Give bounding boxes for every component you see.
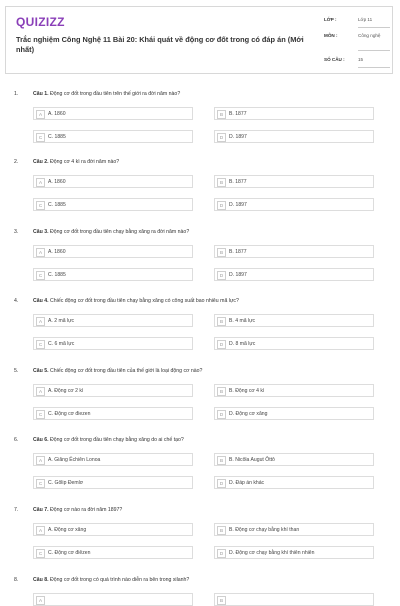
- option-text: A. 1860: [48, 111, 66, 117]
- question-text: [33, 229, 189, 235]
- option-text: C. 1885: [48, 272, 66, 278]
- option-text: A. 1860: [48, 249, 66, 255]
- question-label: Câu 8.: [33, 577, 49, 583]
- question-text: [33, 159, 119, 165]
- question-label: Câu 2.: [33, 159, 49, 165]
- class-label: LỚP :: [324, 17, 337, 22]
- subject-label: MÔN :: [324, 33, 338, 38]
- option-letter-box: A: [36, 248, 45, 257]
- question-label: Câu 1.: [33, 91, 49, 97]
- option-text: B. 1877: [229, 111, 247, 117]
- question-body: Động cơ đốt trong có quá trình nào diễn ra bên trong xilanh?: [50, 577, 190, 583]
- option-letter-box: D: [217, 479, 226, 488]
- answer-option-a[interactable]: [33, 245, 193, 258]
- answer-option-a[interactable]: [33, 107, 193, 120]
- option-letter-box: D: [217, 271, 226, 280]
- answer-option-d[interactable]: [214, 407, 374, 420]
- answer-option-c[interactable]: [33, 546, 193, 559]
- option-text: D. Động cơ chạy bằng khí thiên nhiên: [229, 550, 315, 556]
- option-letter-box: D: [217, 133, 226, 142]
- answer-option-d[interactable]: [214, 337, 374, 350]
- option-text: C. 1885: [48, 202, 66, 208]
- question-body: Động cơ đốt trong đầu tiên trên thế giới ra đời năm nào?: [50, 91, 181, 97]
- answer-option-c[interactable]: [33, 130, 193, 143]
- option-letter-box: B: [217, 110, 226, 119]
- option-letter-box: B: [217, 526, 226, 535]
- option-letter-box: A: [36, 526, 45, 535]
- question-number: 6.: [14, 437, 19, 443]
- question-body: Động cơ đốt trong đầu tiên chạy bằng xăng ra đời năm nào?: [50, 229, 190, 235]
- answer-option-d[interactable]: [214, 476, 374, 489]
- question-text: [33, 507, 122, 513]
- question-body: Chiếc động cơ đốt trong đầu tiên chạy bằng xăng có công suất bao nhiêu mã lực?: [50, 298, 239, 304]
- subject-value: Công nghệ: [358, 33, 381, 38]
- answer-option-c[interactable]: [33, 198, 193, 211]
- answer-option-b[interactable]: [214, 314, 374, 327]
- option-text: C. Động cơ điêzen: [48, 550, 91, 556]
- question-text: [33, 298, 239, 304]
- option-text: C. 6 mã lực: [48, 341, 75, 347]
- option-text: A. Động cơ 2 kì: [48, 388, 84, 394]
- answer-option-b[interactable]: [214, 245, 374, 258]
- option-letter-box: C: [36, 549, 45, 558]
- option-letter-box: A: [36, 596, 45, 605]
- answer-option-c[interactable]: [33, 337, 193, 350]
- question-number: 7.: [14, 507, 19, 513]
- option-letter-box: B: [217, 178, 226, 187]
- option-letter-box: D: [217, 340, 226, 349]
- option-letter-box: D: [217, 201, 226, 210]
- option-text: A. 1860: [48, 179, 66, 185]
- option-letter-box: D: [217, 410, 226, 419]
- option-text: A. Giăng Êchiên Lonoa: [48, 457, 101, 463]
- option-text: C. 1885: [48, 134, 66, 140]
- option-text: D. 8 mã lực: [229, 341, 256, 347]
- option-text: B. Nicôla Augut Ôttô: [229, 457, 275, 463]
- option-letter-box: C: [36, 201, 45, 210]
- option-letter-box: D: [217, 549, 226, 558]
- option-letter-box: A: [36, 317, 45, 326]
- answer-option-b[interactable]: [214, 523, 374, 536]
- option-letter-box: A: [36, 387, 45, 396]
- answer-option-c[interactable]: [33, 268, 193, 281]
- question-text: [33, 91, 180, 97]
- option-letter-box: B: [217, 248, 226, 257]
- option-text: A. 2 mã lực: [48, 318, 75, 324]
- question-number: 8.: [14, 577, 19, 583]
- option-text: B. Động cơ chạy bằng khí than: [229, 527, 300, 533]
- option-text: B. 1877: [229, 179, 247, 185]
- question-number: 3.: [14, 229, 19, 235]
- answer-option-a[interactable]: [33, 314, 193, 327]
- option-text: B. 1877: [229, 249, 247, 255]
- question-label: Câu 6.: [33, 437, 49, 443]
- answer-option-a[interactable]: [33, 384, 193, 397]
- answer-option-b[interactable]: [214, 593, 374, 606]
- option-letter-box: B: [217, 456, 226, 465]
- option-text: D. 1897: [229, 272, 247, 278]
- question-number: 4.: [14, 298, 19, 304]
- option-text: A. Động cơ xăng: [48, 527, 87, 533]
- option-text: C. Động cơ điezen: [48, 411, 91, 417]
- option-text: D. Động cơ xăng: [229, 411, 268, 417]
- option-text: C. Gôlip Đemlơ: [48, 480, 84, 486]
- answer-option-b[interactable]: [214, 384, 374, 397]
- question-number: 2.: [14, 159, 19, 165]
- option-text: B. 4 mã lực: [229, 318, 256, 324]
- option-letter-box: A: [36, 178, 45, 187]
- question-label: Câu 5.: [33, 368, 49, 374]
- answer-option-c[interactable]: [33, 476, 193, 489]
- answer-option-b[interactable]: [214, 107, 374, 120]
- option-text: D. 1897: [229, 202, 247, 208]
- subject-underline: [358, 50, 390, 51]
- question-body: Động cơ 4 kì ra đời năm nào?: [50, 159, 120, 165]
- option-letter-box: A: [36, 456, 45, 465]
- question-number: 5.: [14, 368, 19, 374]
- answer-option-b[interactable]: [214, 453, 374, 466]
- question-text: [33, 368, 202, 374]
- answer-option-d[interactable]: [214, 546, 374, 559]
- question-body: Động cơ đốt trong đầu tiên chạy bằng xăng do ai chế tạo?: [50, 437, 184, 443]
- class-underline: [358, 27, 390, 28]
- option-letter-box: B: [217, 387, 226, 396]
- answer-option-b[interactable]: [214, 175, 374, 188]
- question-text: [33, 437, 184, 443]
- class-value: Lớp 11: [358, 17, 373, 22]
- question-count-underline: [358, 67, 390, 68]
- answer-option-a[interactable]: [33, 175, 193, 188]
- answer-option-a[interactable]: [33, 453, 193, 466]
- quiz-title: Trắc nghiệm Công Nghệ 11 Bài 20: Khái quát về động cơ đốt trong có đáp án (Mới nhất): [16, 35, 304, 54]
- option-letter-box: C: [36, 271, 45, 280]
- answer-option-a[interactable]: [33, 593, 193, 606]
- question-text: [33, 577, 189, 583]
- quiz-header: [5, 6, 393, 74]
- option-letter-box: C: [36, 340, 45, 349]
- question-label: Câu 7.: [33, 507, 49, 513]
- option-text: D. 1897: [229, 134, 247, 140]
- answer-option-d[interactable]: [214, 268, 374, 281]
- quizizz-logo: QUIZIZZ: [16, 15, 65, 29]
- option-text: D. Đáp án khác: [229, 480, 265, 486]
- question-label: Câu 3.: [33, 229, 49, 235]
- option-text: B. Động cơ 4 kì: [229, 388, 265, 394]
- question-body: Động cơ nào ra đời năm 1897?: [50, 507, 123, 513]
- answer-option-c[interactable]: [33, 407, 193, 420]
- question-count-label: SỐ CÂU :: [324, 57, 345, 62]
- answer-option-a[interactable]: [33, 523, 193, 536]
- option-letter-box: B: [217, 317, 226, 326]
- question-label: Câu 4.: [33, 298, 49, 304]
- option-letter-box: C: [36, 410, 45, 419]
- option-letter-box: C: [36, 479, 45, 488]
- question-body: Chiếc động cơ đốt trong đầu tiên của thế giới là loại động cơ nào?: [50, 368, 203, 374]
- question-count-value: 15: [358, 57, 364, 62]
- option-letter-box: A: [36, 110, 45, 119]
- option-letter-box: B: [217, 596, 226, 605]
- answer-option-d[interactable]: [214, 198, 374, 211]
- question-number: 1.: [14, 91, 19, 97]
- option-letter-box: C: [36, 133, 45, 142]
- answer-option-d[interactable]: [214, 130, 374, 143]
